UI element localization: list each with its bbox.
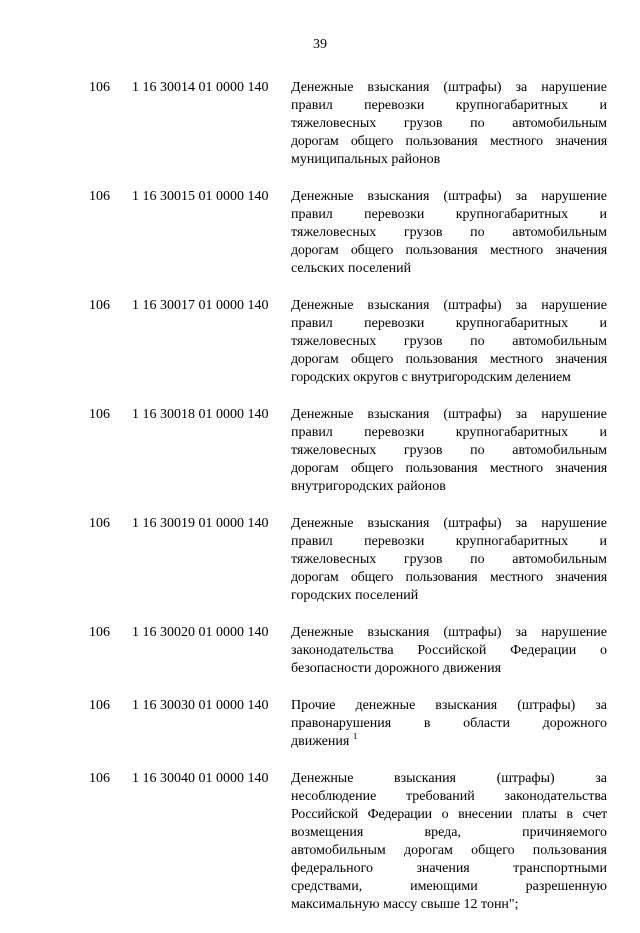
administrator-code: 106 <box>89 80 110 95</box>
description-line: Денежные взыскания (штрафы) за <box>291 771 607 786</box>
revenue-description <box>291 697 607 751</box>
description-line: возмещения вреда, причиняемого <box>291 825 607 840</box>
description-line: Денежные взыскания (штрафы) за нарушение <box>291 516 607 531</box>
budget-classification-code: 1 16 30017 01 0000 140 <box>132 298 269 313</box>
table-row <box>0 188 640 278</box>
description-line: сельских поселений <box>291 261 412 276</box>
description-line: автомобильным дорогам общего пользования <box>291 843 607 858</box>
revenue-description <box>291 624 607 678</box>
description-line: правил перевозки крупногабаритных и <box>291 425 607 440</box>
description-line: городских округов с внутригородским делением <box>291 370 571 385</box>
table-row <box>0 697 640 751</box>
administrator-code: 106 <box>89 771 110 786</box>
budget-classification-code: 1 16 30030 01 0000 140 <box>132 698 269 713</box>
table-row <box>0 770 640 914</box>
description-line: правил перевозки крупногабаритных и <box>291 98 607 113</box>
description-line: Денежные взыскания (штрафы) за нарушение <box>291 407 607 422</box>
description-line: тяжеловесных грузов по автомобильным <box>291 116 607 131</box>
page-number: 39 <box>313 37 327 52</box>
description-line: дорогам общего пользования местного значения <box>291 134 607 149</box>
fee-table <box>0 79 640 933</box>
administrator-code: 106 <box>89 189 110 204</box>
description-line: Российской Федерации о внесении платы в счет <box>291 807 607 822</box>
budget-classification-code: 1 16 30040 01 0000 140 <box>132 771 269 786</box>
description-line: муниципальных районов <box>291 152 441 167</box>
table-row <box>0 79 640 169</box>
description-line: правонарушения в области дорожного <box>291 716 607 731</box>
revenue-description <box>291 515 607 605</box>
administrator-code: 106 <box>89 298 110 313</box>
description-line: законодательства Российской Федерации о <box>291 643 607 658</box>
description-line: Денежные взыскания (штрафы) за нарушение <box>291 189 607 204</box>
description-line: дорогам общего пользования местного значения <box>291 461 607 476</box>
description-line: тяжеловесных грузов по автомобильным <box>291 552 607 567</box>
administrator-code: 106 <box>89 625 110 640</box>
description-line: максимальную массу свыше 12 тонн"; <box>291 897 519 912</box>
description-line: Денежные взыскания (штрафы) за нарушение <box>291 298 607 313</box>
description-line: несоблюдение требований законодательства <box>291 789 607 804</box>
description-line: средствами, имеющими разрешенную <box>291 879 607 894</box>
description-line: Денежные взыскания (штрафы) за нарушение <box>291 80 607 95</box>
description-line: внутригородских районов <box>291 479 446 494</box>
description-line: тяжеловесных грузов по автомобильным <box>291 443 607 458</box>
budget-classification-code: 1 16 30019 01 0000 140 <box>132 516 269 531</box>
budget-classification-code: 1 16 30018 01 0000 140 <box>132 407 269 422</box>
description-line: тяжеловесных грузов по автомобильным <box>291 225 607 240</box>
revenue-description <box>291 297 607 387</box>
administrator-code: 106 <box>89 698 110 713</box>
description-line: Денежные взыскания (штрафы) за нарушение <box>291 625 607 640</box>
table-row <box>0 406 640 496</box>
description-line: правил перевозки крупногабаритных и <box>291 534 607 549</box>
revenue-description <box>291 406 607 496</box>
budget-classification-code: 1 16 30014 01 0000 140 <box>132 80 269 95</box>
description-line: правил перевозки крупногабаритных и <box>291 207 607 222</box>
description-line: городских поселений <box>291 588 419 603</box>
revenue-description <box>291 188 607 278</box>
table-row <box>0 297 640 387</box>
budget-classification-code: 1 16 30020 01 0000 140 <box>132 625 269 640</box>
budget-classification-code: 1 16 30015 01 0000 140 <box>132 189 269 204</box>
description-line: дорогам общего пользования местного значения <box>291 243 607 258</box>
revenue-description <box>291 79 607 169</box>
description-line: движения $^1$ <box>291 733 358 749</box>
footnote-mark: 1 <box>352 733 358 741</box>
table-row <box>0 515 640 605</box>
table-row <box>0 624 640 678</box>
administrator-code: 106 <box>89 407 110 422</box>
description-line: Прочие денежные взыскания (штрафы) за <box>291 698 607 713</box>
revenue-description <box>291 770 607 914</box>
description-line: федерального значения транспортными <box>291 861 607 876</box>
administrator-code: 106 <box>89 516 110 531</box>
description-line: дорогам общего пользования местного значения <box>291 352 607 367</box>
description-line: правил перевозки крупногабаритных и <box>291 316 607 331</box>
description-line: безопасности дорожного движения <box>291 661 502 676</box>
description-line: тяжеловесных грузов по автомобильным <box>291 334 607 349</box>
description-line: дорогам общего пользования местного значения <box>291 570 607 585</box>
